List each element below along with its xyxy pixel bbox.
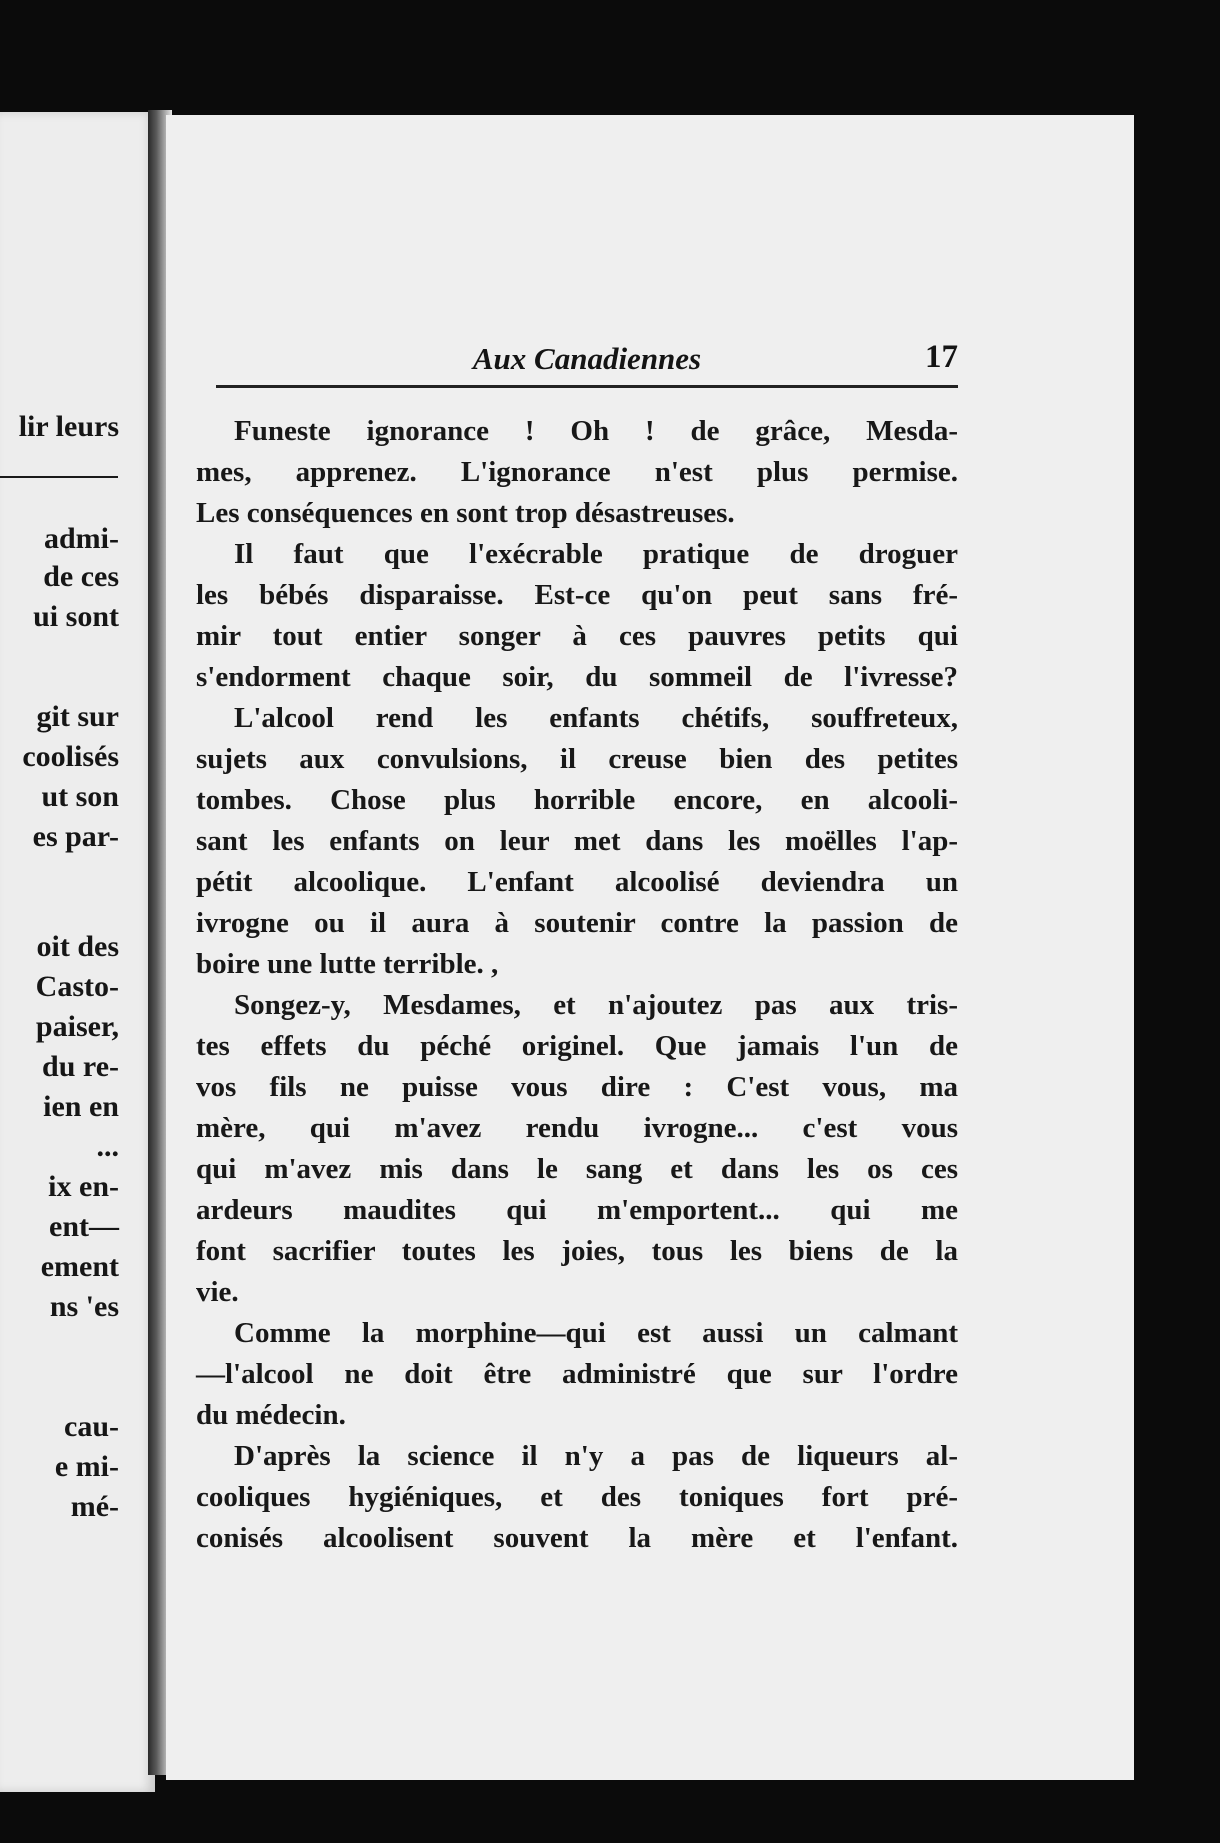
previous-page-line: admi- <box>44 522 119 555</box>
text-line: —l'alcool ne doit être administré que sur l'ordre <box>196 1358 958 1390</box>
text-line: Les conséquences en sont trop désastreuses. <box>196 497 735 529</box>
text-line: sant les enfants on leur met dans les moëlles l'ap- <box>196 825 958 857</box>
running-title: Aux Canadiennes <box>472 341 702 376</box>
text-line: Comme la morphine—qui est aussi un calmant <box>234 1317 958 1349</box>
previous-page-line: e mi- <box>54 1450 119 1483</box>
text-line: Funeste ignorance ! Oh ! de grâce, Mesda- <box>234 415 958 447</box>
text-line: boire une lutte terrible. , <box>196 948 499 980</box>
previous-page-line: mé- <box>70 1490 119 1523</box>
previous-page-rule <box>0 476 118 478</box>
text-line: Il faut que l'exécrable pratique de droguer <box>234 538 958 570</box>
text-line: sujets aux convulsions, il creuse bien des petites <box>196 743 958 775</box>
previous-page-line: ix en- <box>48 1170 119 1203</box>
text-line: D'après la science il n'y a pas de liqueurs al- <box>234 1440 958 1472</box>
text-line: tombes. Chose plus horrible encore, en alcooli- <box>196 784 958 816</box>
text-line: qui m'avez mis dans le sang et dans les os ces <box>196 1153 958 1185</box>
previous-page-line: oit des <box>36 930 119 963</box>
text-line: mère, qui m'avez rendu ivrogne... c'est vous <box>196 1112 958 1144</box>
previous-page-line: ns 'es <box>49 1290 119 1323</box>
text-line: mes, apprenez. L'ignorance n'est plus permise. <box>196 456 958 488</box>
previous-page-line: ement <box>40 1250 119 1283</box>
text-line: cooliques hygiéniques, et des toniques fort pré- <box>196 1481 958 1513</box>
previous-page-line: du re- <box>42 1050 119 1083</box>
previous-page-fragment <box>0 112 155 1792</box>
header-rule <box>216 385 958 388</box>
previous-page-line: lir leurs <box>18 410 119 443</box>
previous-page-line: paiser, <box>35 1010 119 1043</box>
previous-page-line: es par- <box>32 820 119 853</box>
text-line: du médecin. <box>196 1399 346 1431</box>
text-line: s'endorment chaque soir, du sommeil de l'ivresse? <box>196 661 958 693</box>
previous-page-line: ui sont <box>33 600 119 633</box>
current-page <box>166 115 1134 1780</box>
text-line: les bébés disparaisse. Est-ce qu'on peut sans fré- <box>196 579 958 611</box>
previous-page-line: git sur <box>36 700 119 733</box>
text-line: L'alcool rend les enfants chétifs, souffreteux, <box>234 702 958 734</box>
text-line: vos fils ne puisse vous dire : C'est vous, ma <box>196 1071 958 1103</box>
previous-page-line: ... <box>96 1130 119 1163</box>
running-header <box>216 337 958 383</box>
text-line: ardeurs maudites qui m'emportent... qui me <box>196 1194 958 1226</box>
text-line: vie. <box>196 1276 239 1308</box>
previous-page-line: ien en <box>43 1090 119 1123</box>
page-body <box>196 411 958 1559</box>
text-line: tes effets du péché originel. Que jamais l'un de <box>196 1030 958 1062</box>
previous-page-line: ut son <box>41 780 119 813</box>
text-line: mir tout entier songer à ces pauvres petits qui <box>196 620 958 652</box>
text-line: Songez-y, Mesdames, et n'ajoutez pas aux tris- <box>234 989 958 1021</box>
previous-page-line: ent— <box>49 1210 119 1243</box>
text-line: ivrogne ou il aura à soutenir contre la passion de <box>196 907 958 939</box>
previous-page-line: Casto- <box>35 970 119 1003</box>
previous-page-line: de ces <box>43 560 119 593</box>
text-line: pétit alcoolique. L'enfant alcoolisé deviendra un <box>196 866 958 898</box>
previous-page-line: coolisés <box>22 740 119 773</box>
page-number: 17 <box>925 339 958 375</box>
previous-page-line: cau- <box>64 1410 119 1443</box>
text-line: conisés alcoolisent souvent la mère et l'enfant. <box>196 1522 958 1554</box>
text-line: font sacrifier toutes les joies, tous les biens de la <box>196 1235 958 1267</box>
